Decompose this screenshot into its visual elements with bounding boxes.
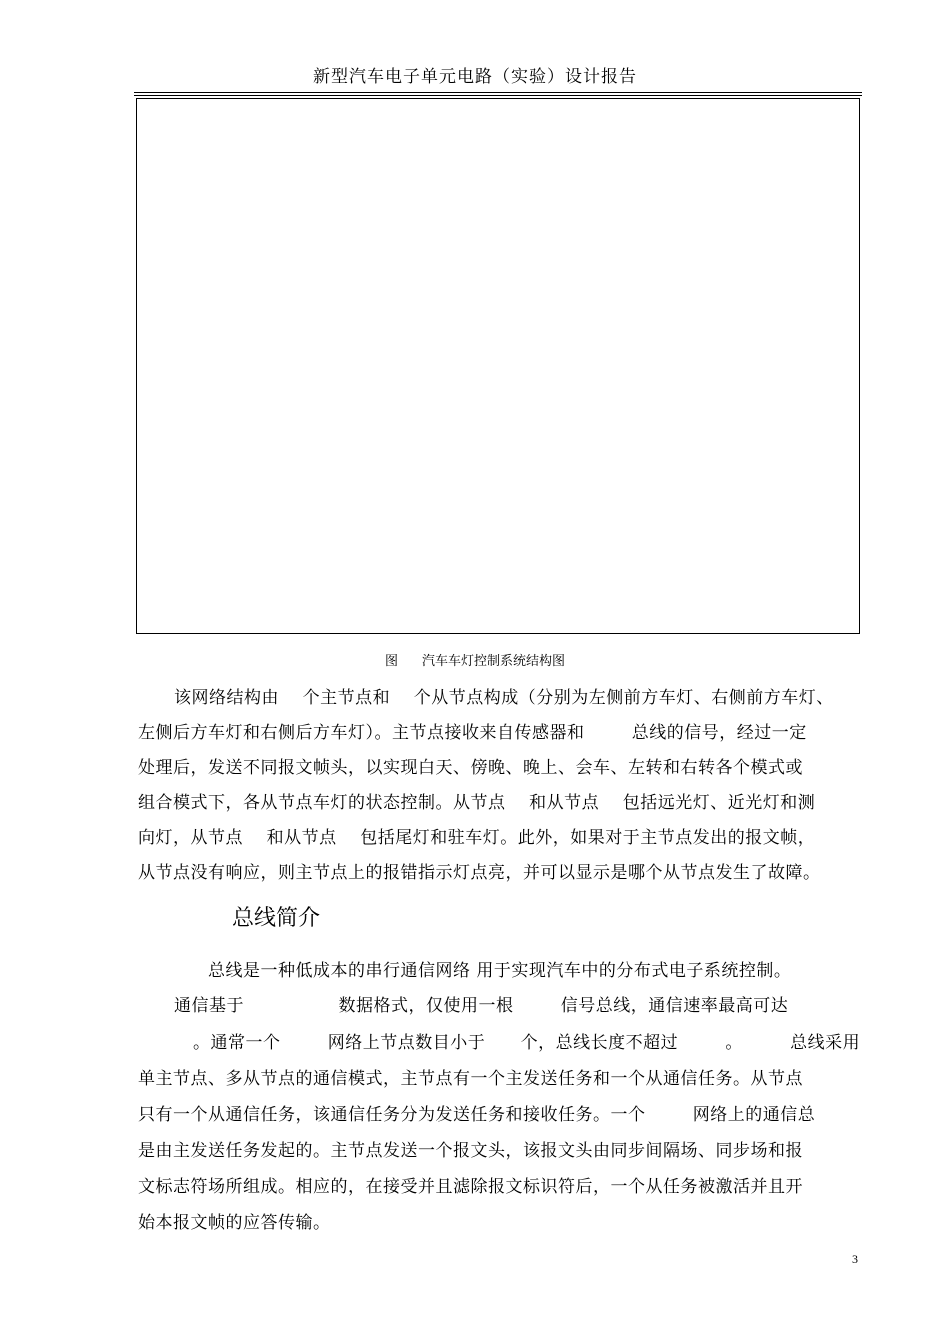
page-number: 3 (852, 1252, 858, 1266)
header-title: 新型汽车电子单元电路（实验）设计报告 (313, 67, 637, 87)
figure-frame (136, 98, 860, 634)
figure-caption (0, 653, 950, 671)
header-rule-thin (134, 95, 862, 96)
figure-caption-text: 汽车车灯控制系统结构图 (422, 654, 566, 669)
paragraph-line: 通信基于 数据格式，仅使用一根 信号总线，通信速率最高可达 (174, 996, 789, 1016)
paragraph-line: 组合模式下，各从节点车灯的状态控制。从节点 和从节点 包括远光灯、近光灯和测 (138, 793, 816, 813)
paragraph-line: 处理后，发送不同报文帧头，以实现白天、傍晚、晚上、会车、左转和右转各个模式或 (138, 758, 803, 778)
figure-label: 图 (384, 654, 398, 669)
paragraph-line: 始本报文帧的应答传输。 (138, 1213, 331, 1233)
paragraph-line: 是由主发送任务发起的。主节点发送一个报文头，该报文头由同步间隔场、同步场和报 (138, 1141, 803, 1161)
paragraph-line: 该网络结构由 个主节点和 个从节点构成（分别为左侧前方车灯、右侧前方车灯、 (174, 688, 834, 708)
paragraph-line: 左侧后方车灯和右侧后方车灯）。主节点接收来自传感器和 总线的信号，经过一定 (138, 723, 807, 743)
section-heading: 总线简介 (232, 906, 321, 931)
paragraph-line: 文标志符场所组成。相应的，在接受并且滤除报文标识符后，一个从任务被激活并且开 (138, 1177, 803, 1197)
paragraph-line: 从节点没有响应，则主节点上的报错指示灯点亮，并可以显示是哪个从节点发生了故障。 (138, 863, 821, 883)
paragraph-line: 单主节点、多从节点的通信模式，主节点有一个主发送任务和一个从通信任务。从节点 (138, 1069, 803, 1089)
paragraph-line: 总线是一种低成本的串行通信网络 用于实现汽车中的分布式电子系统控制。 (208, 961, 792, 981)
header-rule-thick (134, 92, 862, 93)
paragraph-line: 。通常一个 网络上节点数目小于 个，总线长度不超过 。 总线采用 (193, 1033, 861, 1053)
paragraph-line: 向灯，从节点 和从节点 包括尾灯和驻车灯。此外，如果对于主节点发出的报文帧， (138, 828, 816, 848)
paragraph-line: 只有一个从通信任务，该通信任务分为发送任务和接收任务。一个 网络上的通信总 (138, 1105, 816, 1125)
